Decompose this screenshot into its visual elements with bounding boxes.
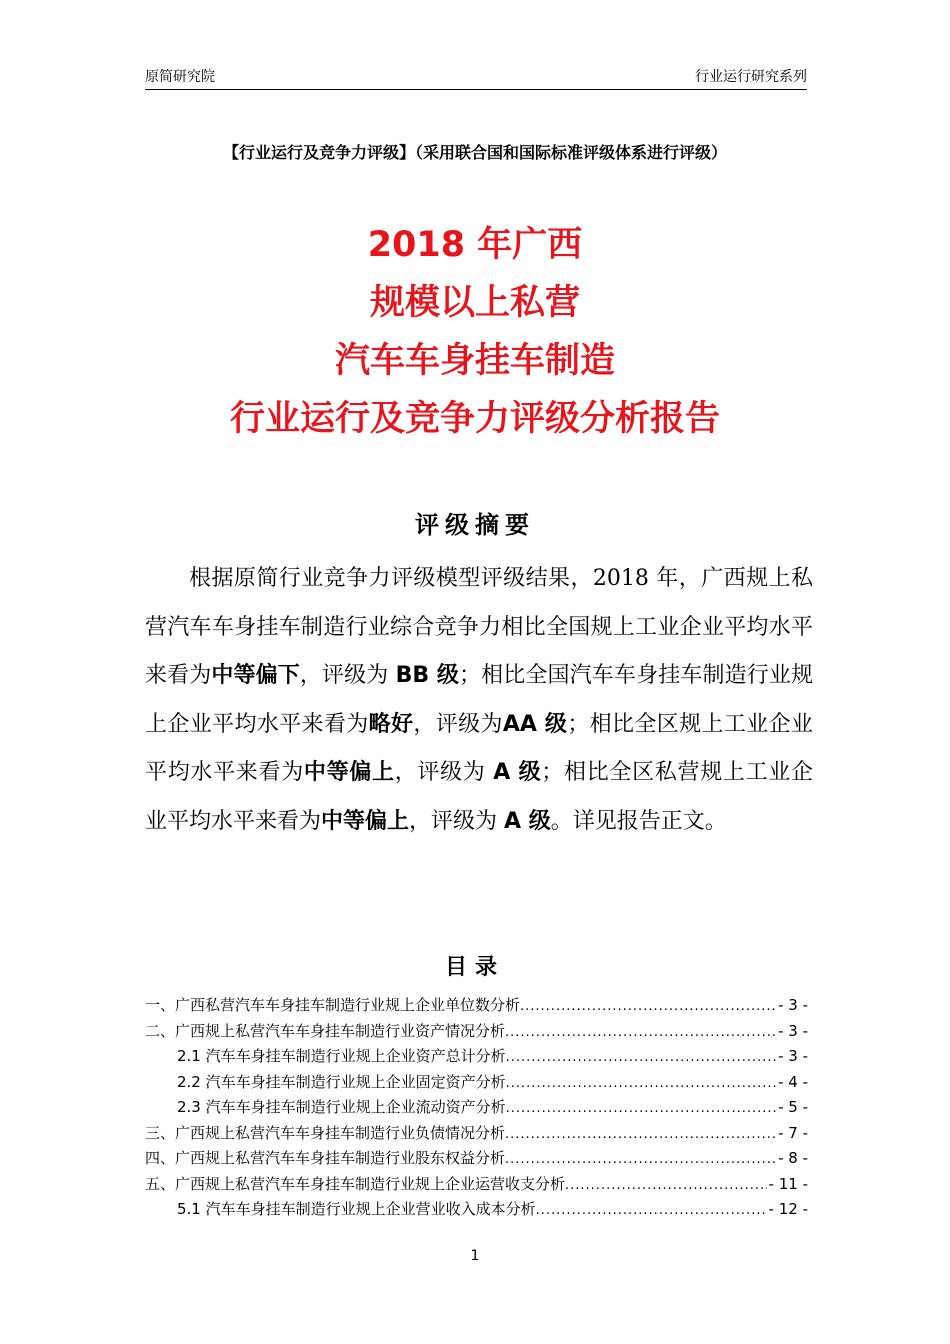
toc-item-label: 三、广西规上私营汽车车身挂车制造行业负债情况分析 bbox=[145, 1123, 506, 1142]
toc-subitem[interactable] bbox=[145, 1044, 808, 1070]
toc-heading: 目录 bbox=[444, 955, 505, 980]
table-of-contents bbox=[145, 993, 808, 1223]
toc-item-page: - 4 - bbox=[778, 1072, 808, 1091]
toc-item-label: 一、广西私营汽车车身挂车制造行业规上企业单位数分析 bbox=[145, 996, 521, 1014]
summary-grade: A 级 bbox=[504, 808, 551, 834]
summary-text: ，评级为 bbox=[409, 808, 505, 834]
title-line-2: 规模以上私营 bbox=[369, 283, 580, 323]
toc-item-label: 四、广西规上私营汽车车身挂车制造行业股东权益分析 bbox=[145, 1149, 506, 1167]
summary-text: ，评级为 bbox=[413, 711, 503, 737]
toc-leader-dots bbox=[505, 1122, 776, 1147]
summary-grade: AA 级 bbox=[502, 711, 568, 737]
toc-item-page: - 3 - bbox=[778, 996, 808, 1014]
header-right: 行业运行研究系列 bbox=[695, 69, 807, 85]
toc-item[interactable] bbox=[145, 1019, 808, 1045]
toc-leader-dots bbox=[506, 1071, 776, 1096]
title-line-3: 汽车车身挂车制造 bbox=[334, 341, 615, 381]
summary-emphasis: 中等偏下 bbox=[211, 663, 300, 688]
summary-text: ；相比全区规上工业企业平均水平来看为 bbox=[145, 711, 813, 785]
title-line-4: 行业运行及竞争力评级分析报告 bbox=[229, 399, 720, 439]
toc-item-page: - 5 - bbox=[778, 1098, 808, 1116]
toc-subitem[interactable] bbox=[145, 1197, 808, 1223]
toc-item-label: 五、广西规上私营汽车车身挂车制造行业规上企业运营收支分析 bbox=[145, 1174, 566, 1193]
toc-leader-dots bbox=[520, 994, 776, 1019]
toc-item-label: 2.2 汽车车身挂车制造行业规上企业固定资产分析 bbox=[177, 1072, 506, 1091]
toc-item-label: 5.1 汽车车身挂车制造行业规上企业营业收入成本分析 bbox=[177, 1200, 536, 1218]
toc-leader-dots bbox=[505, 1020, 776, 1045]
page-number: 1 bbox=[470, 1248, 480, 1264]
title-line-1: 2018 年广西 bbox=[367, 225, 583, 265]
summary-grade: A 级 bbox=[493, 760, 542, 785]
toc-leader-dots bbox=[565, 1173, 767, 1198]
summary-text: ，评级为 bbox=[299, 663, 396, 688]
summary-text: ；相比全国汽车车身挂车制造行业规上企业平均水平来看为 bbox=[145, 663, 813, 737]
summary-text: 根据原简行业竞争力评级模型评级结果，2018 年，广西规上私营汽车车身挂车制造行业综合竞争力相比全国规上工业企业平均水平来看为 bbox=[145, 566, 813, 688]
page-header bbox=[145, 66, 807, 90]
toc-item-page: - 7 - bbox=[778, 1123, 808, 1142]
summary-heading: 评级摘要 bbox=[415, 511, 535, 539]
summary-emphasis: 略好 bbox=[368, 711, 414, 737]
toc-item[interactable] bbox=[145, 1172, 808, 1198]
summary-emphasis: 中等偏上 bbox=[303, 760, 395, 785]
toc-leader-dots bbox=[536, 1198, 767, 1223]
toc-item-label: 2.3 汽车车身挂车制造行业规上企业流动资产分析 bbox=[177, 1098, 506, 1116]
toc-item-label: 2.1 汽车车身挂车制造行业规上企业资产总计分析 bbox=[177, 1047, 506, 1065]
toc-item-page: - 8 - bbox=[778, 1149, 808, 1167]
toc-subitem[interactable] bbox=[145, 1095, 808, 1121]
toc-subitem[interactable] bbox=[145, 1070, 808, 1096]
toc-item-page: - 3 - bbox=[778, 1047, 808, 1065]
report-title bbox=[0, 216, 950, 448]
toc-leader-dots bbox=[506, 1045, 776, 1070]
toc-leader-dots bbox=[505, 1147, 776, 1172]
toc-leader-dots bbox=[506, 1096, 776, 1121]
toc-item-page: - 12 - bbox=[768, 1200, 808, 1218]
toc-item-page: - 3 - bbox=[778, 1021, 808, 1040]
summary-text: 。详见报告正文。 bbox=[550, 808, 727, 834]
summary-emphasis: 中等偏上 bbox=[321, 808, 410, 834]
toc-item-page: - 11 - bbox=[768, 1174, 808, 1193]
toc-item[interactable] bbox=[145, 1146, 808, 1172]
toc-item-label: 二、广西规上私营汽车车身挂车制造行业资产情况分析 bbox=[145, 1021, 506, 1040]
toc-item[interactable] bbox=[145, 1121, 808, 1147]
header-left: 原简研究院 bbox=[145, 69, 215, 85]
toc-item[interactable] bbox=[145, 993, 808, 1019]
summary-grade: BB 级 bbox=[395, 663, 460, 688]
summary-text: ，评级为 bbox=[394, 760, 494, 785]
summary-text: ；相比全区私营规上工业企业平均水平来看为 bbox=[145, 760, 813, 834]
rating-tag: 【行业运行及竞争力评级】（采用联合国和国际标准评级体系进行评级） bbox=[222, 143, 727, 162]
summary-paragraph bbox=[145, 555, 813, 846]
